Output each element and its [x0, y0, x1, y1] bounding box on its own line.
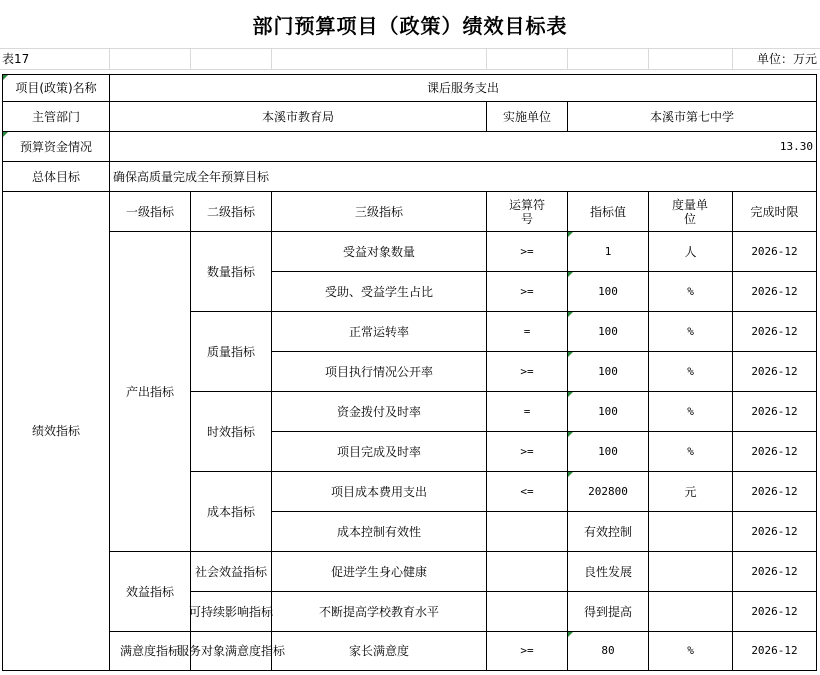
header-level3: 三级指标 [354, 204, 403, 219]
level2-social-benefit: 社会效益指标 [194, 564, 267, 579]
project-name-value[interactable]: 课后服务支出 [426, 81, 499, 95]
row-operator[interactable]: >= [520, 644, 534, 657]
row-unit[interactable]: % [687, 444, 694, 458]
level2-quality: 质量指标 [206, 344, 255, 359]
row-name[interactable]: 不断提高学校教育水平 [318, 604, 439, 619]
row-unit[interactable]: % [687, 404, 694, 418]
row-value[interactable]: 100 [598, 364, 618, 378]
row-name[interactable]: 项目执行情况公开率 [324, 364, 433, 379]
row-value[interactable]: 100 [598, 284, 618, 298]
row-deadline[interactable]: 2026-12 [751, 244, 798, 258]
indicators-section-label: 绩效指标 [31, 424, 80, 438]
level2-cost: 成本指标 [206, 504, 255, 519]
level1-benefit: 效益指标 [125, 584, 174, 599]
header-value: 指标值 [589, 204, 626, 219]
header-unit: 度量单位 [671, 197, 708, 226]
row-operator[interactable] [487, 592, 567, 631]
row-unit[interactable]: % [687, 324, 694, 338]
row-name[interactable]: 促进学生身心健康 [330, 564, 427, 579]
row-value[interactable]: 100 [598, 324, 618, 338]
row-name[interactable]: 成本控制有效性 [336, 524, 421, 539]
impl-unit-label: 实施单位 [502, 109, 551, 124]
dept-label: 主管部门 [31, 109, 80, 124]
row-value[interactable]: 100 [598, 404, 618, 418]
row-operator[interactable]: = [523, 324, 531, 338]
goal-label: 总体目标 [31, 169, 80, 184]
row-value[interactable]: 良性发展 [583, 564, 632, 579]
row-deadline[interactable]: 2026-12 [751, 364, 798, 378]
row-unit[interactable]: % [687, 284, 694, 298]
row-unit[interactable]: 人 [684, 244, 697, 259]
row-value[interactable]: 202800 [588, 484, 628, 498]
row-name[interactable]: 项目成本费用支出 [330, 484, 427, 499]
row-value[interactable]: 1 [604, 244, 612, 258]
row-name[interactable]: 正常运转率 [348, 324, 409, 339]
sheet-gridlines [0, 48, 820, 70]
row-value[interactable]: 80 [601, 644, 615, 657]
level2-sustainable-impact: 可持续影响指标 [189, 604, 274, 619]
budget-label: 预算资金情况 [19, 139, 92, 154]
dept-value[interactable]: 本溪市教育局 [261, 109, 334, 124]
page-title: 部门预算项目（政策）绩效目标表 [252, 13, 568, 38]
row-value[interactable]: 有效控制 [583, 524, 632, 539]
row-operator[interactable]: >= [520, 444, 534, 458]
row-unit[interactable] [649, 592, 732, 631]
budget-value[interactable]: 13.30 [779, 139, 813, 153]
row-operator[interactable]: = [523, 404, 531, 418]
row-name[interactable]: 受益对象数量 [342, 244, 415, 259]
row-unit[interactable]: % [687, 644, 694, 657]
row-deadline[interactable]: 2026-12 [751, 284, 798, 298]
level2-service-satisfaction: 服务对象满意度指标 [177, 644, 286, 658]
table-number: 表17 [2, 52, 30, 66]
row-deadline[interactable]: 2026-12 [751, 444, 798, 458]
header-deadline: 完成时限 [750, 204, 799, 219]
row-operator[interactable] [487, 552, 567, 591]
goal-value[interactable]: 确保高质量完成全年预算目标 [113, 169, 270, 184]
row-operator[interactable]: >= [520, 284, 534, 298]
row-name[interactable]: 受助、受益学生占比 [324, 284, 433, 299]
row-deadline[interactable]: 2026-12 [751, 604, 798, 618]
row-value[interactable]: 得到提高 [583, 604, 632, 619]
row-value[interactable]: 100 [598, 444, 618, 458]
unit-label: 单位：万元 [756, 52, 817, 66]
row-unit[interactable] [649, 512, 732, 551]
row-deadline[interactable]: 2026-12 [751, 564, 798, 578]
row-deadline[interactable]: 2026-12 [751, 404, 798, 418]
row-unit[interactable]: % [687, 364, 694, 378]
level1-satisfaction: 满意度指标 [119, 644, 180, 658]
header-level2: 二级指标 [206, 204, 255, 219]
row-operator[interactable]: >= [520, 364, 534, 378]
level1-output: 产出指标 [125, 384, 174, 399]
row-unit[interactable]: 元 [684, 484, 697, 499]
row-unit[interactable] [649, 552, 732, 591]
row-operator[interactable]: <= [520, 484, 534, 498]
header-operator: 运算符号 [508, 197, 545, 226]
impl-unit-value[interactable]: 本溪市第七中学 [649, 109, 734, 124]
row-operator[interactable]: >= [520, 244, 534, 258]
row-deadline[interactable]: 2026-12 [751, 644, 798, 657]
row-deadline[interactable]: 2026-12 [751, 524, 798, 538]
row-name[interactable]: 资金拨付及时率 [336, 404, 421, 419]
row-deadline[interactable]: 2026-12 [751, 324, 798, 338]
row-name[interactable]: 家长满意度 [348, 644, 409, 658]
row-name[interactable]: 项目完成及时率 [336, 444, 421, 459]
row-operator[interactable] [487, 512, 567, 551]
header-level1: 一级指标 [125, 204, 174, 219]
level2-quantity: 数量指标 [206, 264, 255, 279]
row-deadline[interactable]: 2026-12 [751, 484, 798, 498]
level2-timeliness: 时效指标 [206, 424, 255, 439]
project-name-label: 项目(政策)名称 [15, 81, 97, 95]
